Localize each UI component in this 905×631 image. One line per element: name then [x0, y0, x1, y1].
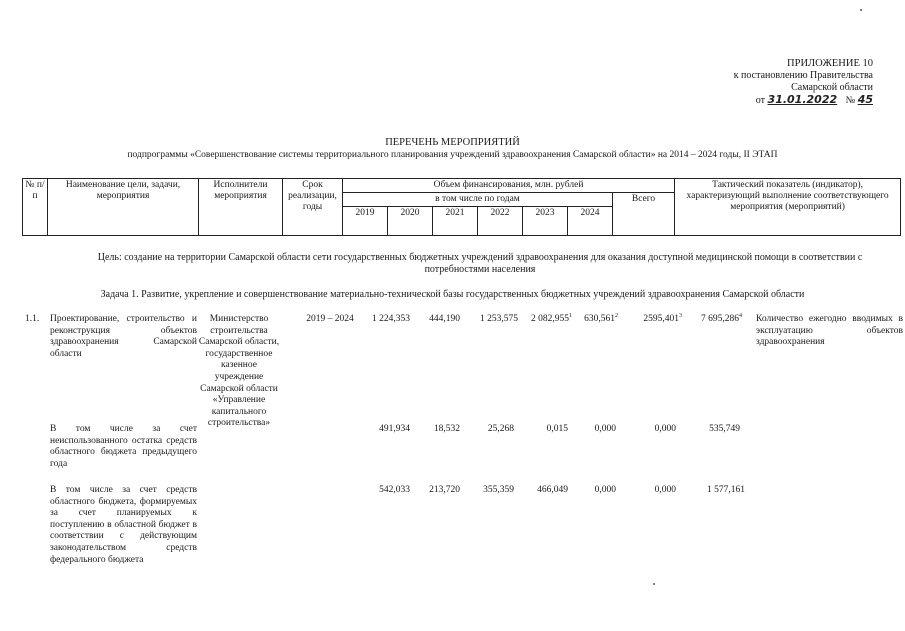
header-year: 2024: [568, 207, 613, 236]
row-number: 1.1.: [25, 314, 40, 324]
subrow-value-2019: 542,033: [379, 485, 410, 495]
value-2021: 1 253,575: [480, 314, 518, 324]
subrow-value-2021: 355,359: [483, 485, 514, 495]
header-year: 2019: [343, 207, 388, 236]
appendix-line2: Самарской области: [791, 82, 873, 93]
table-header: [22, 178, 901, 236]
subrow-value-2023: 0,000: [594, 485, 616, 495]
task-text: Задача 1. Развитие, укрепление и совершенствование материально-технической базы государственных бюджетных учреждений здравоохранения Самарской области: [100, 289, 805, 300]
footnote-mark: 4: [739, 312, 742, 319]
value-total: 7 695,286$^4$: [701, 312, 742, 324]
handwritten-number: 45: [857, 93, 873, 106]
value-2023: 630,561$^2$: [584, 312, 618, 324]
handwritten-date: 31.01.2022: [767, 93, 838, 106]
header-term: Срок реализации, годы: [283, 179, 343, 236]
appendix-line1: к постановлению Правительства: [733, 70, 873, 81]
row-executors: Министерство строительства Самарской области, государственное казенное учреждение Самарской области «Управление капитального строительства»: [198, 314, 280, 429]
page-subtitle: подпрограммы «Совершенствование системы территориального планирования учреждений здравоохранения Самарской области» на 2014 – 2024 годы, II ЭТАП: [127, 150, 778, 160]
header-num: № п/п: [23, 179, 48, 236]
header-total: Всего: [613, 193, 675, 236]
row-term: 2019 – 2024: [306, 314, 354, 324]
subrow-value-2023: 0,000: [594, 424, 616, 434]
row-name: Проектирование, строительство и реконструкция объектов здравоохранения Самарской области: [50, 314, 197, 359]
subrow-value-2022: 466,049: [537, 485, 568, 495]
appendix-block: [734, 58, 873, 107]
subrow-value-total: 1 577,161: [707, 485, 745, 495]
from-label: от: [755, 95, 766, 106]
row-indicator: Количество ежегодно вводимых в эксплуатацию объектов здравоохранения: [756, 314, 903, 348]
footnote-mark: 1: [569, 312, 572, 319]
value-2022: 2 082,955$^1$: [531, 312, 572, 324]
subrow-value-2020: 213,720: [429, 485, 460, 495]
footnote-mark: 2: [615, 312, 618, 319]
value-2020: 444,190: [429, 314, 460, 324]
subrow-value-2024: 0,000: [654, 424, 676, 434]
appendix-title: ПРИЛОЖЕНИЕ 10: [787, 58, 873, 69]
subrow-value-2024: 0,000: [654, 485, 676, 495]
header-name: Наименование цели, задачи, мероприятия: [48, 179, 199, 236]
subrow-value-total: 535,749: [709, 424, 740, 434]
subrow-value-2020: 18,532: [433, 424, 460, 434]
header-year: 2021: [433, 207, 478, 236]
subrow-value-2022: 0,015: [546, 424, 568, 434]
scan-speck: [860, 9, 862, 11]
appendix-date-line: [734, 94, 873, 107]
header-year: 2020: [388, 207, 433, 236]
goal-text: Цель: создание на территории Самарской области сети государственных бюджетных учреждений здравоохранения для оказания доступной медицинской помощи в соответствии с потребностями населения: [97, 252, 863, 275]
value-2024: 2595,401$^3$: [643, 312, 682, 324]
header-by-years: в том числе по годам: [343, 193, 613, 207]
subrow-value-2019: 491,934: [379, 424, 410, 434]
footnote-mark: 3: [679, 312, 682, 319]
header-year: 2022: [478, 207, 523, 236]
value-2019: 1 224,353: [372, 314, 410, 324]
header-indicator: Тактический показатель (индикатор), характеризующий выполнение соответствующего мероприятия (мероприятий): [675, 179, 901, 236]
header-executors: Исполнители мероприятия: [199, 179, 283, 236]
subrow-name: В том числе за счет неиспользованного остатка средств областного бюджета предыдущего года: [50, 424, 197, 469]
subrow-value-2021: 25,268: [487, 424, 514, 434]
page-title: ПЕРЕЧЕНЬ МЕРОПРИЯТИЙ: [385, 137, 520, 148]
header-year: 2023: [523, 207, 568, 236]
number-label: №: [845, 95, 856, 106]
header-volume: Объем финансирования, млн. рублей: [343, 179, 675, 193]
subrow-name: В том числе за счет средств областного бюджета, формируемых за счет планируемых к поступлению в областной бюджет в соответствии с действующим законодательством средств федерального бюджета: [50, 485, 197, 565]
scan-speck: [653, 583, 655, 585]
